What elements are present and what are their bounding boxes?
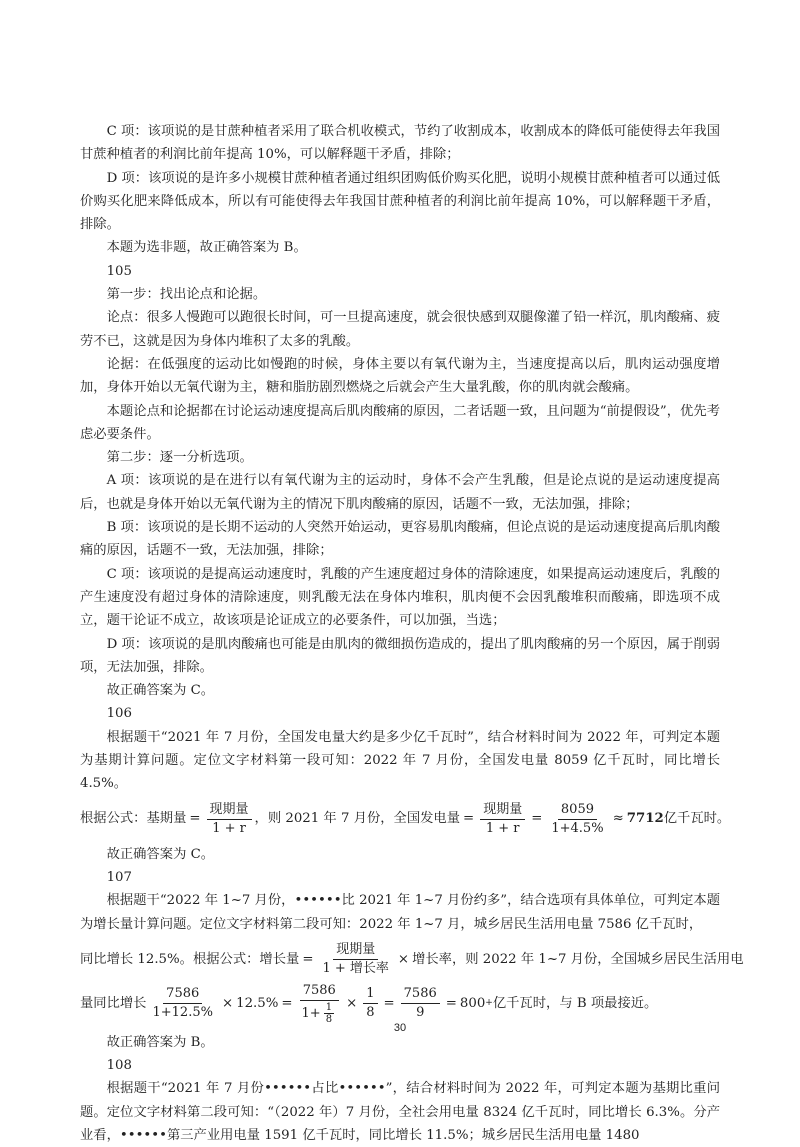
formula-line-106	[80, 801, 731, 837]
fraction-numerator: 1	[325, 1001, 333, 1013]
equals-sign: =	[383, 996, 395, 1012]
formula-value: 12.5%	[236, 996, 279, 1012]
fraction	[149, 986, 215, 1021]
document-body	[80, 120, 744, 1147]
formula-line-107a	[80, 941, 744, 977]
fraction	[319, 942, 391, 977]
times-sign: ×	[397, 951, 410, 967]
fraction-numerator: 8059	[558, 802, 597, 820]
formula-line-107b	[80, 983, 720, 1025]
paragraph: D 项：该项说的是肌肉酸痛也可能是由肌肉的微细损伤造成的，提出了肌肉酸痛的另一个原因，属于削弱项，无法加强，排除。	[80, 636, 720, 675]
fraction-denominator: 1 + r	[485, 820, 520, 836]
formula-text: 量同比增长	[80, 996, 147, 1012]
page-number: 30	[393, 1022, 407, 1034]
fraction-numerator: 7586	[401, 986, 440, 1004]
times-sign: ×	[221, 996, 234, 1012]
paragraph: 本题为选非题，故正确答案为 B。	[106, 240, 307, 256]
formula-text: ，则 2021 年 7 月份，全国发电量	[254, 811, 461, 827]
formula-text: 同比增长 12.5%。根据公式：增长量	[80, 951, 300, 967]
formula-text: 亿千瓦时，与 B 项最接近。	[492, 996, 658, 1012]
fraction	[401, 986, 440, 1021]
question-number: 107	[106, 869, 132, 885]
fraction-denominator: 1+4.5%	[551, 820, 604, 836]
fraction	[363, 986, 377, 1021]
times-sign: ×	[346, 996, 358, 1012]
fraction-denominator: 1 + r	[212, 820, 246, 836]
paragraph: 故正确答案为 C。	[106, 846, 215, 862]
fraction	[299, 983, 341, 1025]
fraction	[480, 802, 525, 837]
formula-text: 根据公式：基期量	[80, 811, 187, 827]
formula-result: 7712	[626, 811, 664, 827]
question-number: 106	[106, 706, 132, 722]
fraction-denominator: 9	[416, 1005, 425, 1021]
paragraph: 根据题干“2021 年 7 月份••••••占比••••••”，结合材料时间为 2022 年，可判定本题为基期比重问题。定位文字材料第二段可知：“（2022 年）7 月份，全社会用电量 8324 亿千瓦时，同比增长 6.3%。分产业看，••••••第三产业用电量 1591 亿千瓦时，同比增长 11.5%；城乡居民生活用电量 1480	[80, 1081, 720, 1143]
paragraph: 根据题干“2022 年 1~7 月份，••••••比 2021 年 1~7 月份约多”，结合选项有具体单位，可判定本题为增长量计算问题。定位文字材料第二段可知：2022 年 1~7 月，城乡居民生活用电量 7586 亿千瓦时，	[80, 893, 720, 932]
question-number: 108	[106, 1058, 132, 1074]
fraction-numerator: 现期量	[333, 942, 378, 960]
paragraph: 本题论点和论据都在讨论运动速度提高后肌肉酸痛的原因，二者话题一致，且问题为“前提假设”，优先考虑必要条件。	[80, 403, 720, 442]
equals-sign: =	[445, 996, 457, 1012]
paragraph: 故正确答案为 C。	[106, 683, 215, 699]
formula-text: 增长率，则 2022 年 1~7 月份，全国城乡居民生活用电	[412, 951, 744, 967]
formula-result: 800	[459, 996, 486, 1012]
fraction-numerator: 现期量	[207, 802, 252, 820]
fraction-denominator: 1+12.5%	[152, 1005, 213, 1021]
fraction-numerator: 7586	[163, 986, 202, 1004]
fraction-denominator: 1 + 增长率	[322, 960, 389, 976]
equals-sign: =	[189, 811, 201, 827]
fraction-numerator: 7586	[300, 983, 339, 1001]
paragraph: 根据题干“2021 年 7 月份，全国发电量大约是多少亿千瓦时”，结合材料时间为 2022 年，可判定本题为基期计算问题。定位文字材料第一段可知：2022 年 7 月份，全国发电量 8059 亿千瓦时，同比增长 4.5%。	[80, 729, 720, 792]
paragraph: 故正确答案为 B。	[106, 1034, 214, 1050]
approx-sign: ≈	[612, 811, 624, 827]
paragraph: D 项：该项说的是许多小规模甘蔗种植者通过组织团购低价购买化肥，说明小规模甘蔗种植者可以通过低价购买化肥来降低成本，所以有可能使得去年我国甘蔗种植者的利润比前年提高 10%，可以解释题干矛盾，排除。	[80, 170, 720, 233]
fraction-denominator: 8	[366, 1005, 375, 1021]
fraction-denominator: 8	[325, 1013, 333, 1025]
equals-sign: =	[531, 811, 543, 827]
equals-sign: =	[463, 811, 475, 827]
denominator-lead: 1+	[301, 1005, 321, 1021]
paragraph: 第二步：逐一分析选项。	[106, 450, 253, 466]
paragraph: B 项：该项说的是长期不运动的人突然开始运动，更容易肌肉酸痛，但论点说的是运动速度提高后肌肉酸痛的原因，话题不一致，无法加强，排除；	[80, 520, 720, 559]
formula-text: 亿千瓦时。	[663, 811, 731, 827]
paragraph: C 项：该项说的是甘蔗种植者采用了联合机收模式，节约了收割成本，收割成本的降低可能使得去年我国甘蔗种植者的利润比前年提高 10%，可以解释题干矛盾，排除；	[80, 124, 720, 163]
paragraph: 论据：在低强度的运动比如慢跑的时候，身体主要以有氧代谢为主，当速度提高以后，肌肉运动强度增加，身体开始以无氧代谢为主，糖和脂肪剧烈燃烧之后就会产生大量乳酸，你的肌肉就会酸痛。	[80, 356, 720, 396]
paragraph: A 项：该项说的是在进行以有氧代谢为主的运动时，身体不会产生乳酸，但是论点说的是运动速度提高后，也就是身体开始以无氧代谢为主的情况下肌肉酸痛的原因，话题不一致，无法加强，排除；	[80, 473, 720, 512]
equals-sign: =	[281, 996, 293, 1012]
fraction-numerator: 1	[363, 986, 377, 1004]
fraction-numerator: 现期量	[480, 802, 525, 820]
superscript-plus: +	[485, 998, 493, 1009]
fraction	[548, 802, 606, 837]
paragraph: 第一步：找出论点和论据。	[106, 287, 267, 303]
question-number: 105	[106, 263, 132, 279]
equals-sign: =	[302, 951, 314, 967]
paragraph: 论点：很多人慢跑可以跑很长时间，可一旦提高速度，就会很快感到双腿像灌了铅一样沉，肌肉酸痛、疲劳不已，这就是因为身体内堆积了太多的乳酸。	[80, 310, 720, 349]
fraction	[207, 802, 252, 837]
paragraph: C 项：该项说的是提高运动速度时，乳酸的产生速度超过身体的清除速度，如果提高运动速度后，乳酸的产生速度没有超过身体的清除速度，则乳酸无法在身体内堆积，肌肉便不会因乳酸堆积而酸痛，即选项不成立，题干论证不成立，故该项是论证成立的必要条件，可以加强，当选；	[80, 566, 720, 629]
